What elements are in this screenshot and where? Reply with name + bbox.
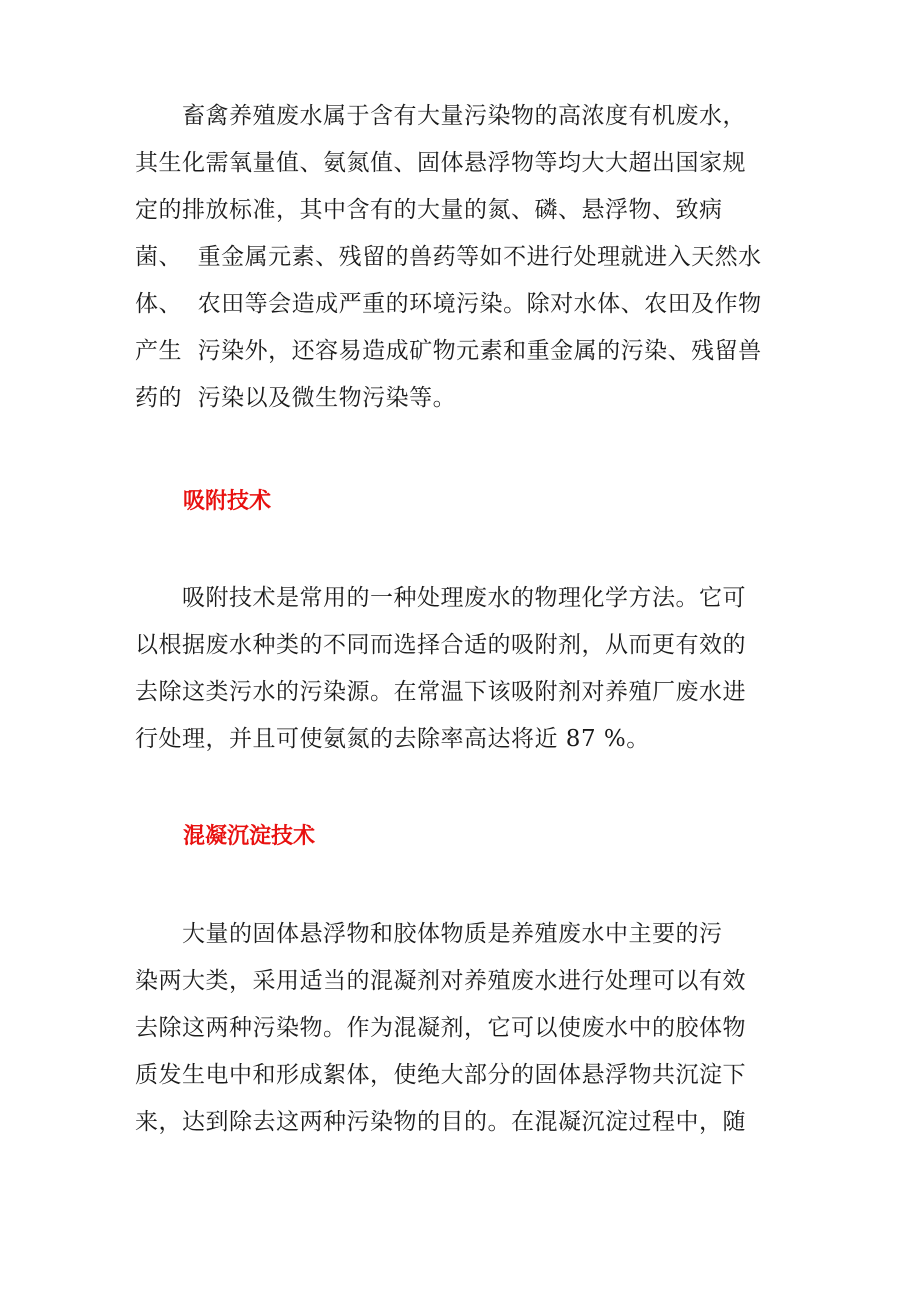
section-heading-coagulation: 混凝沉淀技术 [183, 824, 316, 849]
paragraph-line: 产生 污染外，还容易造成矿物元素和重金属的污染、残留兽 [135, 338, 762, 364]
paragraph-line: 定的排放标准，其中含有的大量的氮、磷、悬浮物、致病 [135, 197, 723, 223]
paragraph-line: 其生化需氧量值、氨氮值、固体悬浮物等均大大超出国家规 [135, 150, 746, 176]
paragraph-line: 畜禽养殖废水属于含有大量污染物的高浓度有机废水， [135, 103, 746, 129]
paragraph-line: 去除这类污水的污染源。在常温下该吸附剂对养殖厂废水进 [135, 679, 746, 705]
paragraph-line: 药的 污染以及微生物污染等。 [135, 385, 457, 411]
paragraph-line: 去除这两种污染物。作为混凝剂，它可以使废水中的胶体物 [135, 1015, 746, 1041]
paragraph-line: 体、 农田等会造成严重的环境污染。除对水体、农田及作物 [135, 291, 762, 317]
paragraph-line: 质发生电中和形成絮体，使绝大部分的固体悬浮物共沉淀下 [135, 1062, 746, 1088]
paragraph-line: 吸附技术是常用的一种处理废水的物理化学方法。它可 [135, 585, 746, 611]
paragraph-line: 菌、 重金属元素、残留的兽药等如不进行处理就进入天然水 [135, 244, 762, 270]
coagulation-paragraph [135, 911, 795, 1146]
paragraph-line: 来，达到除去这两种污染物的目的。在混凝沉淀过程中，随 [135, 1109, 746, 1135]
paragraph-line: 染两大类，采用适当的混凝剂对养殖废水进行处理可以有效 [135, 968, 746, 994]
paragraph-line: 以根据废水种类的不同而选择合适的吸附剂，从而更有效的 [135, 632, 746, 658]
intro-paragraph [135, 93, 795, 422]
section-heading-adsorption: 吸附技术 [183, 489, 272, 514]
paragraph-line: 行处理，并且可使氨氮的去除率高达将近 87 %。 [135, 726, 650, 752]
adsorption-paragraph [135, 575, 795, 763]
paragraph-line: 大量的固体悬浮物和胶体物质是养殖废水中主要的污 [135, 921, 723, 947]
